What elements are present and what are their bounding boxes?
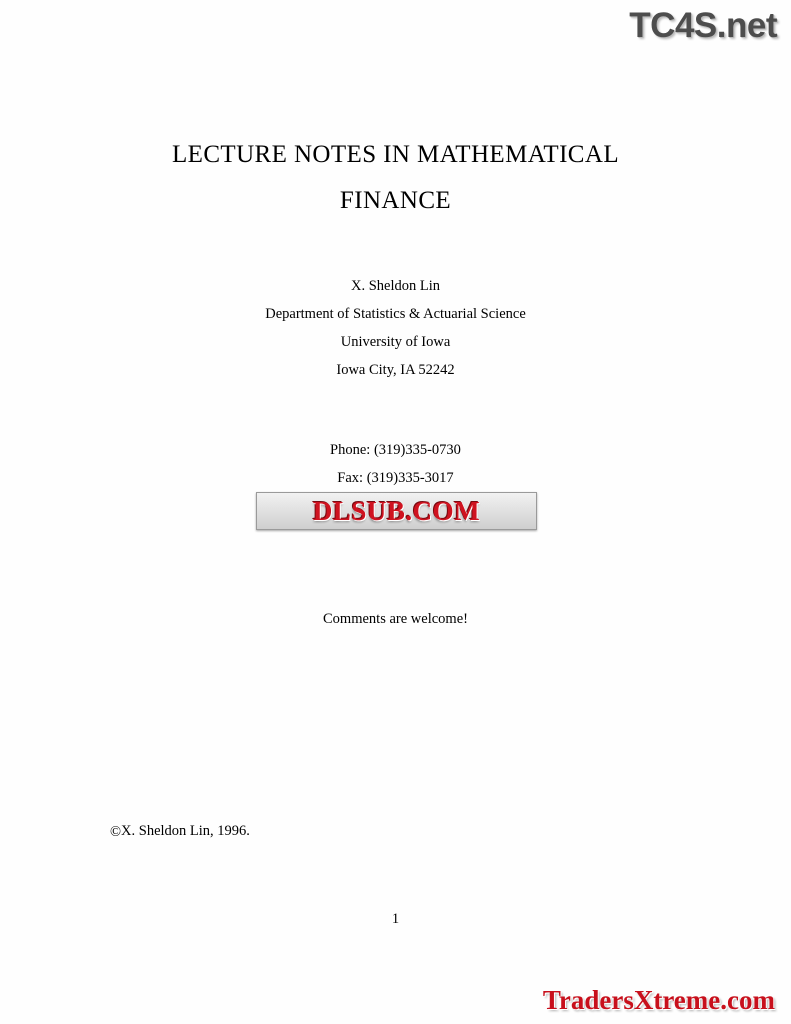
dlsub-stamp-watermark <box>256 492 537 530</box>
author-institution: University of Iowa <box>340 334 451 350</box>
contact-fax: Fax: (319)335-3017 <box>337 470 454 486</box>
author-department: Department of Statistics & Actuarial Science <box>265 306 526 322</box>
comments-note-text: Comments are welcome! <box>323 611 468 627</box>
copyright-text: X. Sheldon Lin, 1996. <box>121 823 250 839</box>
page-title-line-2: FINANCE <box>339 187 452 214</box>
copyright-line <box>110 823 250 840</box>
watermark-top-right: TC4S.net <box>629 6 777 45</box>
author-address: Iowa City, IA 52242 <box>336 362 455 378</box>
watermark-bottom-right: TradersXtreme.com <box>542 985 775 1015</box>
page-number: 1 <box>391 911 400 927</box>
contact-block <box>0 436 791 492</box>
author-name: X. Sheldon Lin <box>350 278 440 294</box>
page-title <box>0 132 791 224</box>
page-title-line-1: LECTURE NOTES IN MATHEMATICAL <box>172 141 619 168</box>
author-block <box>0 272 791 384</box>
comments-note <box>0 611 791 628</box>
copyright-icon: © <box>110 823 122 840</box>
dlsub-stamp-label: DLSUB.COM <box>312 495 481 526</box>
contact-phone: Phone: (319)335-0730 <box>330 442 461 458</box>
